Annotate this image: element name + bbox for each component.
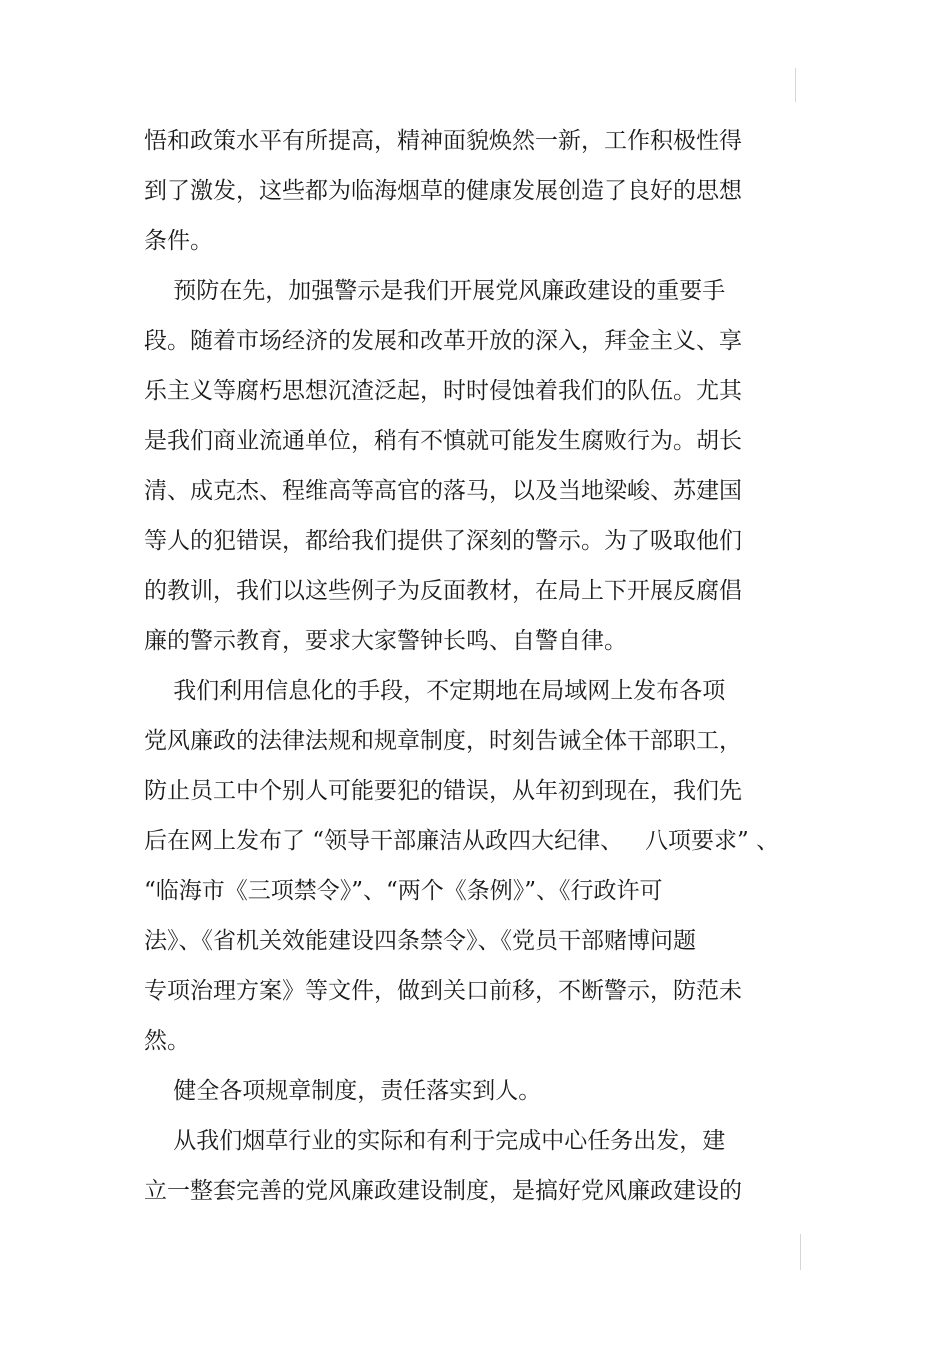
text-line: 等人的犯错误，都给我们提供了深刻的警示。为了吸取他们: [144, 528, 742, 554]
text-line: 悟和政策水平有所提高，精神面貌焕然一新，工作积极性得: [144, 128, 742, 154]
text-line: 条件。: [144, 228, 213, 254]
text-line: 后在网上发布了 “领导干部廉洁从政四大纪律、 八项要求” 、: [144, 828, 780, 854]
text-line: 段。随着市场经济的发展和改革开放的深入，拜金主义、享: [144, 328, 742, 354]
text-line: 法》、《省机关效能建设四条禁令》、《党员干部赌博问题: [144, 928, 696, 954]
text-line: 健全各项规章制度，责任落实到人。: [144, 1078, 542, 1104]
text-line: 专项治理方案》等文件，做到关口前移，不断警示，防范未: [144, 978, 742, 1004]
text-line: 廉的警示教育，要求大家警钟长鸣、自警自律。: [144, 628, 627, 654]
text-line: 党风廉政的法律法规和规章制度，时刻告诫全体干部职工，: [144, 728, 742, 754]
text-line: 防止员工中个别人可能要犯的错误，从年初到现在，我们先: [144, 778, 742, 804]
text-line: 乐主义等腐朽思想沉渣泛起，时时侵蚀着我们的队伍。尤其: [144, 378, 742, 404]
text-line: 的教训，我们以这些例子为反面教材，在局上下开展反腐倡: [144, 578, 742, 604]
text-line: 是我们商业流通单位，稍有不慎就可能发生腐败行为。胡长: [144, 428, 742, 454]
page-edge-mark-top: [795, 68, 796, 102]
text-line: 清、成克杰、程维高等高官的落马，以及当地梁峻、苏建国: [144, 478, 742, 504]
text-line: 预防在先，加强警示是我们开展党风廉政建设的重要手: [144, 278, 726, 304]
text-line: 我们利用信息化的手段，不定期地在局域网上发布各项: [144, 678, 726, 704]
text-line: 然。: [144, 1028, 190, 1054]
text-line: 立一整套完善的党风廉政建设制度，是搞好党风廉政建设的: [144, 1178, 742, 1204]
text-line: 从我们烟草行业的实际和有利于完成中心任务出发，建: [144, 1128, 726, 1154]
text-line: “临海市《三项禁令》”、“两个《条例》”、《行政许可: [144, 878, 663, 904]
text-line: 到了激发，这些都为临海烟草的健康发展创造了良好的思想: [144, 178, 742, 204]
page-edge-mark-bottom: [800, 1234, 801, 1270]
